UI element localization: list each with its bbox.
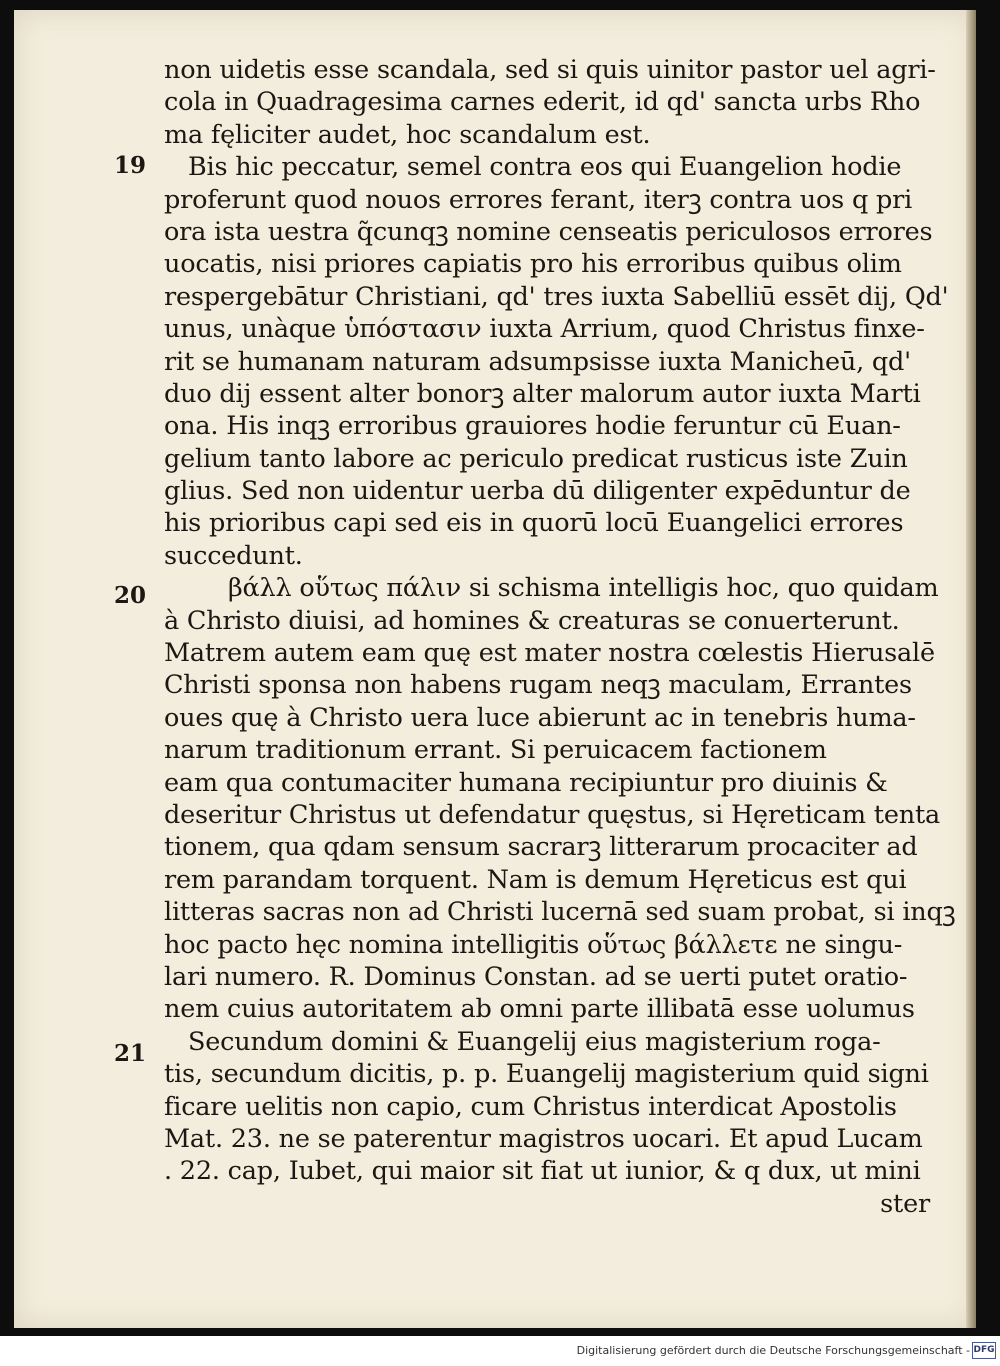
text-block	[164, 54, 956, 1220]
text-line: his prioribus capi sed eis in quorū locū Euangelici errores	[164, 508, 904, 539]
text-line: eam qua contumaciter humana recipiuntur pro diuinis &	[164, 767, 888, 798]
text-line: narum traditionum errant. Si peruicacem factionem	[164, 735, 827, 766]
text-line: ma fęliciter audet, hoc scandalum est.	[164, 119, 651, 150]
text-line: succedunt.	[164, 540, 303, 571]
text-line: uocatis, nisi priores capiatis pro his erroribus quibus olim	[164, 249, 902, 280]
text-line: hoc pacto hęc nomina intelligitis οὕτως βάλλετε ne singu-	[164, 929, 903, 960]
page-edge	[966, 10, 976, 1328]
margin-number-21: 21	[114, 1040, 147, 1067]
text-line: litteras sacras non ad Christi lucernā sed suam probat, si inqꝫ	[164, 897, 956, 928]
text-line: Mat. 23. ne se paterentur magistros uocari. Et apud Lucam	[164, 1123, 923, 1154]
text-line: Bis hic peccatur, semel contra eos qui Euangelion hodie	[188, 152, 902, 183]
text-line: Christi sponsa non habens rugam neqꝫ maculam, Errantes	[164, 670, 912, 701]
text-line: oues quę à Christo uera luce abierunt ac in tenebris huma-	[164, 702, 916, 733]
text-line: respergebātur Christiani, qd' tres iuxta Sabelliū essēt dij, Qd'	[164, 281, 949, 312]
margin-number-19: 19	[114, 152, 147, 179]
text-line: à Christo diuisi, ad homines & creaturas se conuerterunt.	[164, 605, 900, 636]
text-line: tionem, qua qdam sensum sacrarꝫ litterarum procaciter ad	[164, 832, 918, 863]
text-line: Secundum domini & Euangelij eius magisterium roga-	[188, 1026, 881, 1057]
text-line: βάλλ οὕτως πάλιν si schisma intelligis hoc, quo quidam	[228, 573, 939, 604]
catchword: ster	[880, 1188, 930, 1219]
text-line: deseritur Christus ut defendatur quęstus, si Hęreticam tenta	[164, 799, 940, 830]
text-line: gelium tanto labore ac periculo predicat rusticus iste Zuin	[164, 443, 908, 474]
text-line: nem cuius autoritatem ab omni parte illibatā esse uolumus	[164, 994, 915, 1025]
text-line: proferunt quod nouos errores ferant, iterꝫ contra uos q pri	[164, 184, 913, 215]
text-line: . 22. cap, Iubet, qui maior sit fiat ut iunior, & q dux, ut mini	[164, 1156, 921, 1187]
text-line: duo dij essent alter bonorꝫ alter malorum autor iuxta Marti	[164, 378, 921, 409]
text-line: glius. Sed non uidentur uerba dū diligenter expēduntur de	[164, 476, 911, 507]
text-line: unus, unàque ὑπόστασιν iuxta Arrium, quod Christus finxe-	[164, 314, 925, 345]
text-line: tis, secundum dicitis, p. p. Euangelij magisterium quid signi	[164, 1059, 929, 1090]
funding-credit: Digitalisierung gefördert durch die Deutsche Forschungsgemeinschaft -	[576, 1344, 970, 1357]
text-line: rit se humanam naturam adsumpsisse iuxta Manicheū, qd'	[164, 346, 911, 377]
text-line: ficare uelitis non capio, cum Christus interdicat Apostolis	[164, 1091, 897, 1122]
text-line: non uidetis esse scandala, sed si quis uinitor pastor uel agri-	[164, 55, 936, 85]
text-line: ora ista uestra q̃cunqꝫ nomine censeatis periculosos errores	[164, 216, 933, 247]
text-line: lari numero. R. Dominus Constan. ad se uerti putet oratio-	[164, 961, 908, 992]
text-line: cola in Quadragesima carnes ederit, id qd' sancta urbs Rho	[164, 87, 921, 118]
footer-bar	[0, 1336, 1000, 1366]
text-line: rem parandam torquent. Nam is demum Hęreticus est qui	[164, 864, 907, 895]
dfg-logo: DFG	[972, 1342, 996, 1359]
book-page	[14, 10, 976, 1328]
text-line: ona. His inqꝫ erroribus grauiores hodie feruntur cū Euan-	[164, 411, 901, 442]
text-line: Matrem autem eam quę est mater nostra cœlestis Hierusalē	[164, 638, 935, 669]
margin-number-20: 20	[114, 582, 147, 609]
